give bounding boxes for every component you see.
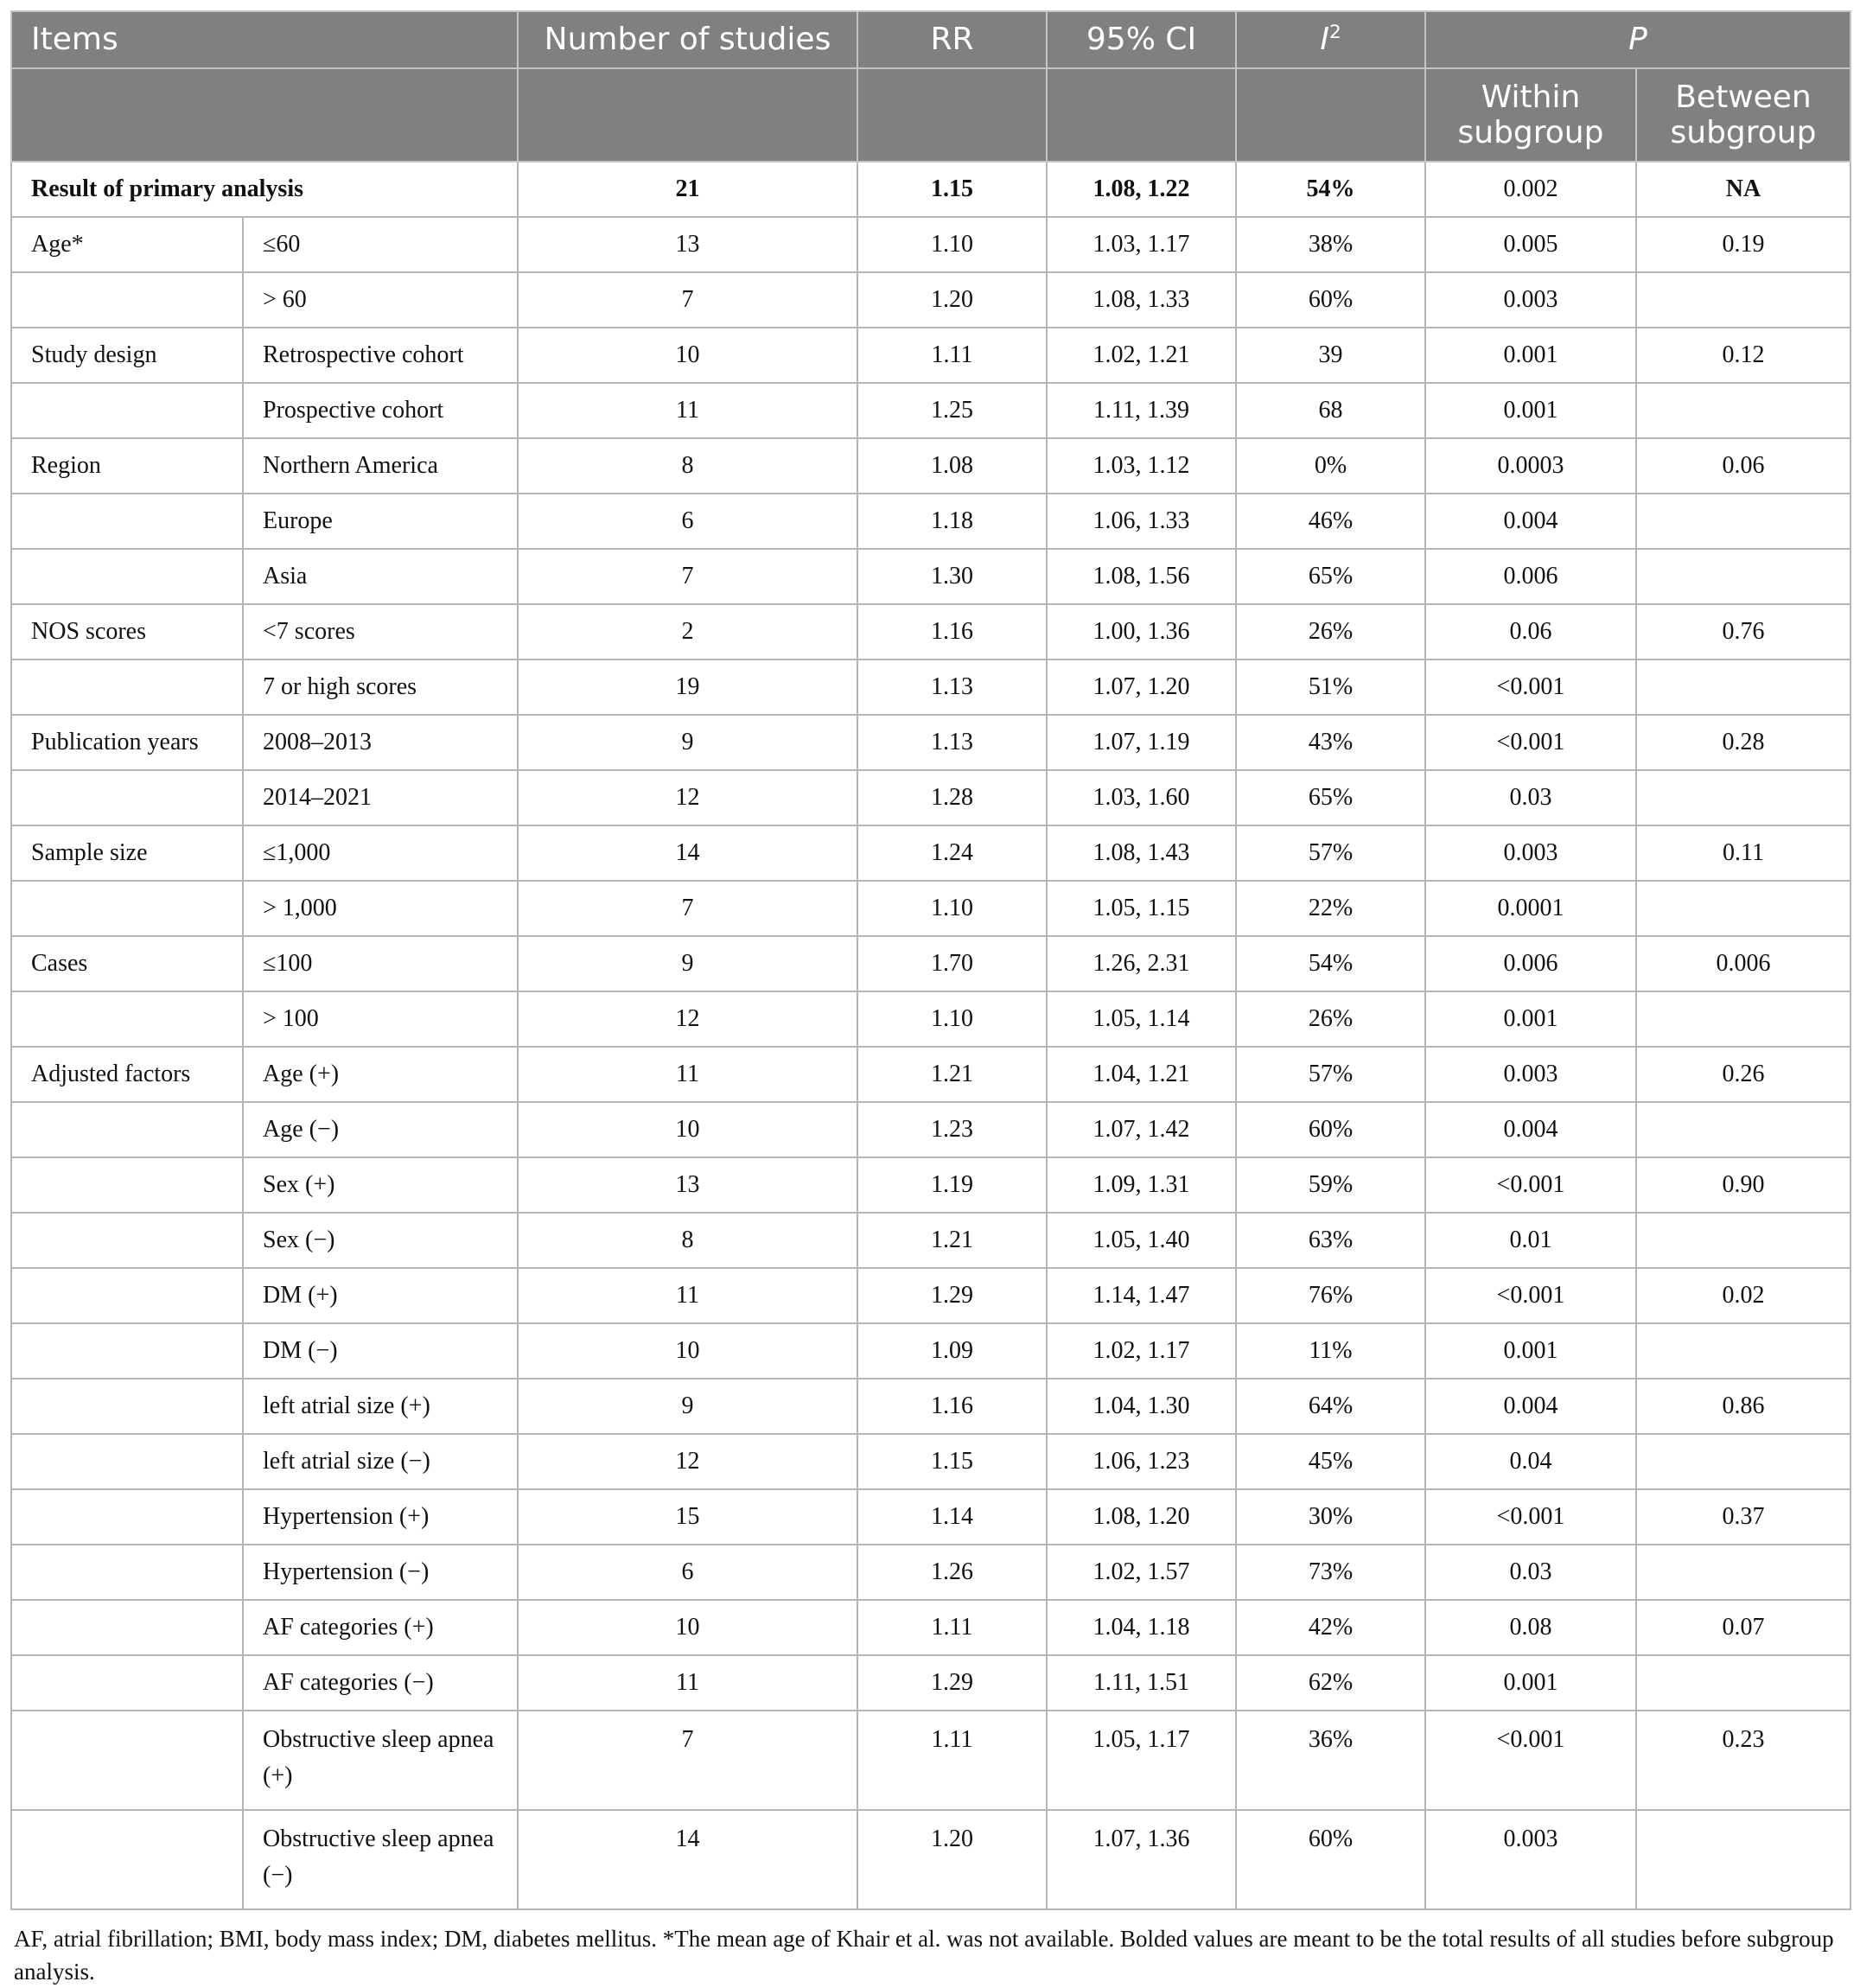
header-between-line2: subgroup: [1670, 115, 1817, 150]
cell-i2: 57%: [1236, 1047, 1425, 1102]
cell-p-within: 0.005: [1425, 217, 1636, 272]
cell-rr: 1.25: [857, 383, 1047, 438]
cell-ci: 1.14, 1.47: [1047, 1268, 1236, 1323]
subgroup-label: 2008–2013: [243, 715, 518, 770]
cell-ci: 1.07, 1.20: [1047, 659, 1236, 715]
cell-p-within: 0.001: [1425, 1323, 1636, 1379]
cell-p-within: <0.001: [1425, 1489, 1636, 1545]
cell-number-of-studies: 10: [518, 1323, 857, 1379]
subgroup-label: Obstructive sleep apnea (+): [243, 1711, 518, 1810]
cell-i2: 42%: [1236, 1600, 1425, 1655]
cell-p-between: [1636, 770, 1850, 825]
table-row: [11, 1434, 1850, 1489]
cell-ci: 1.09, 1.31: [1047, 1157, 1236, 1213]
cell-rr: 1.24: [857, 825, 1047, 881]
cell-ci: 1.08, 1.56: [1047, 549, 1236, 604]
cell-p-within: 0.001: [1425, 383, 1636, 438]
table-row: [11, 328, 1850, 383]
group-label: [11, 1655, 243, 1711]
subgroup-label: > 60: [243, 272, 518, 328]
cell-rr: 1.29: [857, 1268, 1047, 1323]
cell-number-of-studies: 2: [518, 604, 857, 659]
subgroup-label: Asia: [243, 549, 518, 604]
subgroup-label: left atrial size (−): [243, 1434, 518, 1489]
header-i2-base: I: [1320, 22, 1329, 58]
cell-p-within: 0.01: [1425, 1213, 1636, 1268]
subgroup-analysis-table: [10, 10, 1851, 1910]
cell-i2: 0%: [1236, 438, 1425, 494]
subgroup-label: Sex (−): [243, 1213, 518, 1268]
cell-i2: 59%: [1236, 1157, 1425, 1213]
group-label: [11, 1157, 243, 1213]
subgroup-label: Age (+): [243, 1047, 518, 1102]
primary-rr: 1.15: [857, 162, 1047, 217]
cell-i2: 57%: [1236, 825, 1425, 881]
cell-rr: 1.26: [857, 1545, 1047, 1600]
group-label: [11, 1810, 243, 1909]
cell-p-between: 0.26: [1636, 1047, 1850, 1102]
group-label: [11, 1545, 243, 1600]
table-row: [11, 936, 1850, 991]
cell-i2: 54%: [1236, 936, 1425, 991]
table-row: [11, 494, 1850, 549]
cell-p-within: <0.001: [1425, 1711, 1636, 1810]
group-label: Publication years: [11, 715, 243, 770]
cell-rr: 1.16: [857, 604, 1047, 659]
table-row: [11, 881, 1850, 936]
primary-label: Result of primary analysis: [11, 162, 518, 217]
cell-rr: 1.20: [857, 1810, 1047, 1909]
cell-number-of-studies: 14: [518, 825, 857, 881]
cell-p-within: 0.003: [1425, 272, 1636, 328]
cell-ci: 1.04, 1.18: [1047, 1600, 1236, 1655]
subgroup-label: 2014–2021: [243, 770, 518, 825]
group-label: [11, 1102, 243, 1157]
cell-rr: 1.10: [857, 991, 1047, 1047]
primary-analysis-row: [11, 162, 1850, 217]
table-row: [11, 549, 1850, 604]
cell-p-between: [1636, 494, 1850, 549]
subgroup-label: DM (−): [243, 1323, 518, 1379]
cell-number-of-studies: 13: [518, 1157, 857, 1213]
cell-ci: 1.00, 1.36: [1047, 604, 1236, 659]
table-row: [11, 1379, 1850, 1434]
group-label: NOS scores: [11, 604, 243, 659]
table-row: [11, 217, 1850, 272]
cell-p-between: [1636, 1810, 1850, 1909]
header-between-line1: Between: [1675, 79, 1812, 115]
table-row: [11, 383, 1850, 438]
cell-p-between: 0.07: [1636, 1600, 1850, 1655]
cell-p-within: 0.08: [1425, 1600, 1636, 1655]
cell-i2: 73%: [1236, 1545, 1425, 1600]
cell-i2: 26%: [1236, 604, 1425, 659]
subgroup-label: DM (+): [243, 1268, 518, 1323]
cell-number-of-studies: 12: [518, 991, 857, 1047]
cell-i2: 60%: [1236, 1102, 1425, 1157]
cell-rr: 1.09: [857, 1323, 1047, 1379]
cell-ci: 1.06, 1.23: [1047, 1434, 1236, 1489]
cell-i2: 39: [1236, 328, 1425, 383]
subgroup-label: AF categories (+): [243, 1600, 518, 1655]
cell-p-between: 0.76: [1636, 604, 1850, 659]
primary-ci: 1.08, 1.22: [1047, 162, 1236, 217]
group-label: [11, 272, 243, 328]
cell-ci: 1.05, 1.15: [1047, 881, 1236, 936]
cell-number-of-studies: 19: [518, 659, 857, 715]
table-header: [11, 11, 1850, 162]
primary-i2: 54%: [1236, 162, 1425, 217]
cell-p-within: 0.0003: [1425, 438, 1636, 494]
cell-i2: 64%: [1236, 1379, 1425, 1434]
cell-i2: 26%: [1236, 991, 1425, 1047]
group-label: [11, 1213, 243, 1268]
cell-p-within: 0.006: [1425, 549, 1636, 604]
table-row: [11, 1711, 1850, 1810]
subgroup-label: Prospective cohort: [243, 383, 518, 438]
header-p: [1425, 11, 1850, 68]
group-label: [11, 770, 243, 825]
table-row: [11, 1323, 1850, 1379]
group-label: [11, 1711, 243, 1810]
subgroup-label: Age (−): [243, 1102, 518, 1157]
group-label: [11, 1379, 243, 1434]
cell-number-of-studies: 10: [518, 1102, 857, 1157]
table-row: [11, 991, 1850, 1047]
header-blank-ci: [1047, 68, 1236, 162]
cell-p-within: 0.03: [1425, 1545, 1636, 1600]
table-row: [11, 272, 1850, 328]
cell-i2: 65%: [1236, 770, 1425, 825]
group-label: [11, 383, 243, 438]
cell-p-within: 0.04: [1425, 1434, 1636, 1489]
cell-ci: 1.06, 1.33: [1047, 494, 1236, 549]
subgroup-label: AF categories (−): [243, 1655, 518, 1711]
group-label: Cases: [11, 936, 243, 991]
cell-i2: 43%: [1236, 715, 1425, 770]
cell-rr: 1.20: [857, 272, 1047, 328]
cell-number-of-studies: 14: [518, 1810, 857, 1909]
cell-rr: 1.11: [857, 328, 1047, 383]
cell-number-of-studies: 9: [518, 936, 857, 991]
cell-ci: 1.08, 1.33: [1047, 272, 1236, 328]
cell-rr: 1.11: [857, 1600, 1047, 1655]
cell-number-of-studies: 10: [518, 328, 857, 383]
cell-p-between: [1636, 991, 1850, 1047]
cell-p-between: [1636, 272, 1850, 328]
table-row: [11, 1600, 1850, 1655]
subgroup-label: ≤100: [243, 936, 518, 991]
group-label: [11, 1268, 243, 1323]
cell-p-within: 0.03: [1425, 770, 1636, 825]
primary-p-between: NA: [1636, 162, 1850, 217]
cell-i2: 65%: [1236, 549, 1425, 604]
cell-i2: 38%: [1236, 217, 1425, 272]
group-label: [11, 659, 243, 715]
header-within-line2: subgroup: [1457, 115, 1604, 150]
cell-rr: 1.16: [857, 1379, 1047, 1434]
group-label: [11, 494, 243, 549]
subgroup-label: Retrospective cohort: [243, 328, 518, 383]
cell-ci: 1.07, 1.36: [1047, 1810, 1236, 1909]
table-row: [11, 604, 1850, 659]
cell-ci: 1.11, 1.51: [1047, 1655, 1236, 1711]
cell-p-between: [1636, 383, 1850, 438]
cell-number-of-studies: 11: [518, 1047, 857, 1102]
cell-number-of-studies: 8: [518, 1213, 857, 1268]
cell-number-of-studies: 9: [518, 715, 857, 770]
cell-rr: 1.10: [857, 217, 1047, 272]
table-row: [11, 1213, 1850, 1268]
cell-number-of-studies: 7: [518, 549, 857, 604]
cell-p-within: <0.001: [1425, 659, 1636, 715]
cell-rr: 1.21: [857, 1213, 1047, 1268]
cell-p-between: [1636, 1102, 1850, 1157]
subgroup-label: <7 scores: [243, 604, 518, 659]
subgroup-label: Obstructive sleep apnea (−): [243, 1810, 518, 1909]
table-row: [11, 1047, 1850, 1102]
cell-rr: 1.21: [857, 1047, 1047, 1102]
cell-p-within: <0.001: [1425, 1268, 1636, 1323]
cell-p-within: 0.004: [1425, 1379, 1636, 1434]
group-label: [11, 549, 243, 604]
cell-p-within: 0.0001: [1425, 881, 1636, 936]
cell-ci: 1.03, 1.17: [1047, 217, 1236, 272]
cell-rr: 1.28: [857, 770, 1047, 825]
subgroup-label: ≤60: [243, 217, 518, 272]
cell-number-of-studies: 15: [518, 1489, 857, 1545]
header-blank-i2: [1236, 68, 1425, 162]
cell-i2: 30%: [1236, 1489, 1425, 1545]
cell-i2: 63%: [1236, 1213, 1425, 1268]
cell-p-between: 0.86: [1636, 1379, 1850, 1434]
table-footnote: AF, atrial fibrillation; BMI, body mass index; DM, diabetes mellitus. *The mean age of Khair et al. was not available. Bolded values are meant to be the total results of all studies before subgroup analysis.: [14, 1926, 1834, 1985]
cell-i2: 60%: [1236, 272, 1425, 328]
cell-rr: 1.30: [857, 549, 1047, 604]
group-label: Sample size: [11, 825, 243, 881]
subgroup-label: Sex (+): [243, 1157, 518, 1213]
cell-rr: 1.13: [857, 659, 1047, 715]
cell-number-of-studies: 7: [518, 881, 857, 936]
cell-ci: 1.07, 1.19: [1047, 715, 1236, 770]
group-label: Adjusted factors: [11, 1047, 243, 1102]
cell-rr: 1.29: [857, 1655, 1047, 1711]
cell-ci: 1.11, 1.39: [1047, 383, 1236, 438]
cell-rr: 1.11: [857, 1711, 1047, 1810]
cell-ci: 1.05, 1.40: [1047, 1213, 1236, 1268]
cell-ci: 1.05, 1.14: [1047, 991, 1236, 1047]
table-row: [11, 438, 1850, 494]
cell-i2: 62%: [1236, 1655, 1425, 1711]
cell-rr: 1.08: [857, 438, 1047, 494]
header-number-of-studies: Number of studies: [518, 11, 857, 68]
cell-p-within: 0.001: [1425, 1655, 1636, 1711]
cell-number-of-studies: 6: [518, 1545, 857, 1600]
header-blank-n: [518, 68, 857, 162]
cell-p-between: [1636, 549, 1850, 604]
header-p-within: [1425, 68, 1636, 162]
cell-rr: 1.13: [857, 715, 1047, 770]
subgroup-label: > 1,000: [243, 881, 518, 936]
subgroup-label: ≤1,000: [243, 825, 518, 881]
group-label: Region: [11, 438, 243, 494]
cell-p-between: [1636, 1545, 1850, 1600]
header-p-label: P: [1628, 22, 1647, 58]
cell-ci: 1.08, 1.20: [1047, 1489, 1236, 1545]
cell-number-of-studies: 12: [518, 1434, 857, 1489]
cell-i2: 22%: [1236, 881, 1425, 936]
cell-number-of-studies: 12: [518, 770, 857, 825]
cell-p-within: 0.001: [1425, 991, 1636, 1047]
cell-p-within: 0.004: [1425, 1102, 1636, 1157]
group-label: [11, 991, 243, 1047]
cell-number-of-studies: 11: [518, 1268, 857, 1323]
table-row: [11, 1810, 1850, 1909]
table-row: [11, 1489, 1850, 1545]
cell-ci: 1.05, 1.17: [1047, 1711, 1236, 1810]
subgroup-table-container: [10, 10, 1850, 1988]
group-label: Study design: [11, 328, 243, 383]
cell-p-between: [1636, 1323, 1850, 1379]
cell-rr: 1.19: [857, 1157, 1047, 1213]
cell-rr: 1.14: [857, 1489, 1047, 1545]
cell-i2: 11%: [1236, 1323, 1425, 1379]
cell-p-between: [1636, 1655, 1850, 1711]
header-within-line1: Within: [1481, 79, 1581, 115]
table-row: [11, 1157, 1850, 1213]
group-label: Age*: [11, 217, 243, 272]
table-row: [11, 825, 1850, 881]
cell-number-of-studies: 10: [518, 1600, 857, 1655]
subgroup-label: Hypertension (−): [243, 1545, 518, 1600]
table-row: [11, 1268, 1850, 1323]
cell-p-within: 0.06: [1425, 604, 1636, 659]
cell-number-of-studies: 9: [518, 1379, 857, 1434]
cell-p-within: <0.001: [1425, 1157, 1636, 1213]
cell-p-between: 0.23: [1636, 1711, 1850, 1810]
cell-rr: 1.23: [857, 1102, 1047, 1157]
table-row: [11, 1655, 1850, 1711]
cell-p-within: 0.006: [1425, 936, 1636, 991]
subgroup-label: 7 or high scores: [243, 659, 518, 715]
subgroup-label: left atrial size (+): [243, 1379, 518, 1434]
cell-p-within: 0.003: [1425, 1810, 1636, 1909]
cell-p-between: [1636, 659, 1850, 715]
cell-rr: 1.10: [857, 881, 1047, 936]
cell-i2: 36%: [1236, 1711, 1425, 1810]
table-row: [11, 1545, 1850, 1600]
cell-p-between: 0.02: [1636, 1268, 1850, 1323]
cell-number-of-studies: 8: [518, 438, 857, 494]
header-blank-items: [11, 68, 518, 162]
cell-i2: 76%: [1236, 1268, 1425, 1323]
cell-number-of-studies: 6: [518, 494, 857, 549]
cell-ci: 1.07, 1.42: [1047, 1102, 1236, 1157]
cell-p-between: [1636, 881, 1850, 936]
cell-p-between: 0.90: [1636, 1157, 1850, 1213]
cell-p-within: 0.004: [1425, 494, 1636, 549]
table-body: [11, 162, 1850, 1909]
header-i2-sup: 2: [1328, 22, 1341, 44]
cell-i2: 46%: [1236, 494, 1425, 549]
cell-p-between: 0.37: [1636, 1489, 1850, 1545]
cell-p-between: 0.11: [1636, 825, 1850, 881]
cell-number-of-studies: 13: [518, 217, 857, 272]
primary-p-within: 0.002: [1425, 162, 1636, 217]
cell-number-of-studies: 7: [518, 272, 857, 328]
cell-p-between: 0.006: [1636, 936, 1850, 991]
cell-ci: 1.02, 1.21: [1047, 328, 1236, 383]
cell-i2: 68: [1236, 383, 1425, 438]
cell-p-between: 0.28: [1636, 715, 1850, 770]
cell-ci: 1.02, 1.17: [1047, 1323, 1236, 1379]
cell-p-within: 0.003: [1425, 825, 1636, 881]
group-label: [11, 1434, 243, 1489]
table-row: [11, 715, 1850, 770]
group-label: [11, 1489, 243, 1545]
header-blank-rr: [857, 68, 1047, 162]
header-i2: [1236, 11, 1425, 68]
cell-p-within: 0.003: [1425, 1047, 1636, 1102]
cell-ci: 1.08, 1.43: [1047, 825, 1236, 881]
cell-i2: 60%: [1236, 1810, 1425, 1909]
subgroup-label: Europe: [243, 494, 518, 549]
cell-p-between: 0.19: [1636, 217, 1850, 272]
cell-p-between: 0.06: [1636, 438, 1850, 494]
group-label: [11, 881, 243, 936]
subgroup-label: Northern America: [243, 438, 518, 494]
cell-rr: 1.15: [857, 1434, 1047, 1489]
primary-n: 21: [518, 162, 857, 217]
cell-rr: 1.70: [857, 936, 1047, 991]
subgroup-label: Hypertension (+): [243, 1489, 518, 1545]
cell-number-of-studies: 11: [518, 1655, 857, 1711]
cell-p-within: 0.001: [1425, 328, 1636, 383]
cell-ci: 1.03, 1.12: [1047, 438, 1236, 494]
group-label: [11, 1600, 243, 1655]
group-label: [11, 1323, 243, 1379]
cell-ci: 1.04, 1.30: [1047, 1379, 1236, 1434]
header-ci: 95% CI: [1047, 11, 1236, 68]
table-row: [11, 770, 1850, 825]
subgroup-label: > 100: [243, 991, 518, 1047]
header-items: Items: [11, 11, 518, 68]
cell-ci: 1.03, 1.60: [1047, 770, 1236, 825]
cell-p-between: 0.12: [1636, 328, 1850, 383]
cell-ci: 1.26, 2.31: [1047, 936, 1236, 991]
table-row: [11, 659, 1850, 715]
cell-p-within: <0.001: [1425, 715, 1636, 770]
cell-ci: 1.02, 1.57: [1047, 1545, 1236, 1600]
cell-p-between: [1636, 1434, 1850, 1489]
cell-number-of-studies: 7: [518, 1711, 857, 1810]
table-row: [11, 1102, 1850, 1157]
cell-number-of-studies: 11: [518, 383, 857, 438]
header-rr: RR: [857, 11, 1047, 68]
cell-i2: 45%: [1236, 1434, 1425, 1489]
cell-ci: 1.04, 1.21: [1047, 1047, 1236, 1102]
cell-i2: 51%: [1236, 659, 1425, 715]
cell-p-between: [1636, 1213, 1850, 1268]
cell-rr: 1.18: [857, 494, 1047, 549]
header-p-between: [1636, 68, 1850, 162]
